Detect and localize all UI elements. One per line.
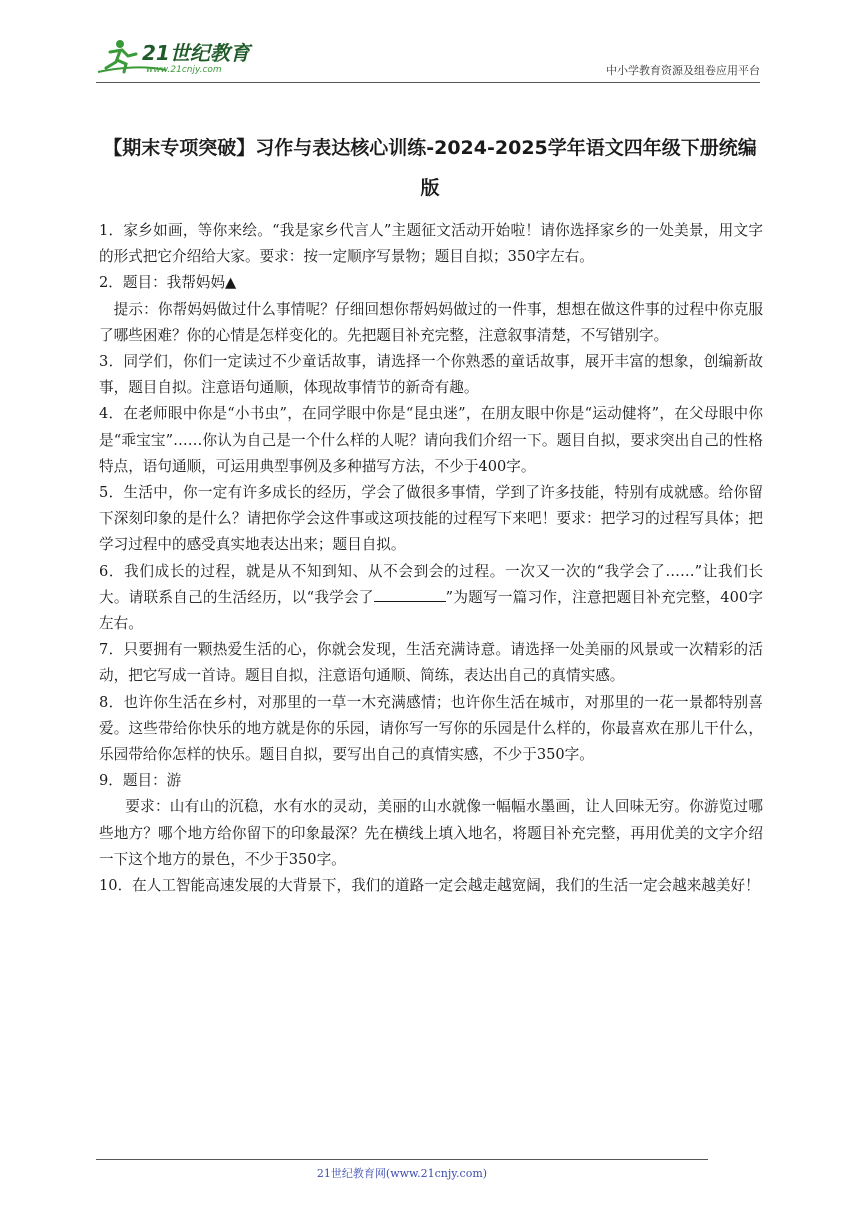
- logo-main-text: 21世纪教育: [142, 41, 250, 65]
- question-9-title: 9．题目：游: [99, 772, 182, 790]
- page-header: [96, 34, 760, 82]
- question-10: 10．在人工智能高速发展的大背景下，我们的道路一定会越走越宽阔，我们的生活一定会越来越美好！: [99, 877, 760, 895]
- question-9-requirements: 要求：山有山的沉稳，水有水的灵动，美丽的山水就像一幅幅水墨画，让人回味无穷。你游览过哪些地方？哪个地方给你留下的印象最深？先在横线上填入地名，将题目补充完整，再用优美的文字介绍一下这个地方的景色，不少于350字。: [99, 798, 763, 868]
- question-2-hint: 提示：你帮妈妈做过什么事情呢？仔细回想你帮妈妈做过的一件事，想想在做这件事的过程中你克服了哪些困难？你的心情是怎样变化的。先把题目补充完整，注意叙事清楚，不写错别字。: [99, 300, 763, 344]
- question-6: [99, 559, 763, 638]
- site-logo: [96, 34, 256, 78]
- document-title: 【期末专项突破】习作与表达核心训练-2024-2025学年语文四年级下册统编版: [103, 137, 757, 199]
- footer-divider: [96, 1159, 708, 1160]
- question-1: 1．家乡如画，等你来绘。“我是家乡代言人”主题征文活动开始啦！请你选择家乡的一处美景，用文字的形式把它介绍给大家。要求：按一定顺序写景物；题目自拟；350字左右。: [99, 222, 763, 266]
- question-list: [99, 218, 763, 899]
- header-divider: [96, 82, 760, 83]
- question-4: 4．在老师眼中你是“小书虫”，在同学眼中你是“昆虫迷”，在朋友眼中你是“运动健将”，在父母眼中你是“乖宝宝”……你认为自己是一个什么样的人呢？请向我们介绍一下。题目自拟，要求突出自己的性格特点，语句通顺，可运用典型事例及多种描写方法，不少于400字。: [99, 405, 763, 475]
- header-platform-text: 中小学教育资源及组卷应用平台: [606, 64, 760, 77]
- logo-url-text: www.21cnjy.com: [146, 65, 222, 75]
- question-7: 7．只要拥有一颗热爱生活的心，你就会发现，生活充满诗意。请选择一处美丽的风景或一次精彩的活动，把它写成一首诗。题目自拟，注意语句通顺、简练，表达出自己的真情实感。: [99, 641, 763, 685]
- question-5: 5．生活中，你一定有许多成长的经历，学会了做很多事情，学到了许多技能，特别有成就感。给你留下深刻印象的是什么？请把你学会这件事或这项技能的过程写下来吧！要求：把学习的过程写具体；把学习过程中的感受真实地表达出来；题目自拟。: [99, 484, 763, 554]
- question-6-before: 6．我们成长的过程，就是从不知到知、从不会到会的过程。一次又一次的“我学会了……”让我们长大。请联系自己的生活经历，以“我学会了: [99, 562, 763, 606]
- fill-in-blank: [374, 587, 446, 602]
- question-8: 8．也许你生活在乡村，对那里的一草一木充满感情；也许你生活在城市，对那里的一花一景都特别喜爱。这些带给你快乐的地方就是你的乐园，请你写一写你的乐园是什么样的，你最喜欢在那儿干什么，乐园带给你怎样的快乐。题目自拟，要写出自己的真情实感，不少于350字。: [99, 693, 763, 764]
- question-6-after: ”为题写一篇习作，注意把题目补充完整，400字左右。: [99, 588, 763, 633]
- page-footer: 21世纪教育网(www.21cnjy.com): [316, 1167, 488, 1180]
- question-2-title: 2．题目：我帮妈妈▲: [99, 274, 237, 292]
- question-3: 3．同学们，你们一定读过不少童话故事，请选择一个你熟悉的童话故事，展开丰富的想象，创编新故事，题目自拟。注意语句通顺，体现故事情节的新奇有趣。: [99, 353, 763, 397]
